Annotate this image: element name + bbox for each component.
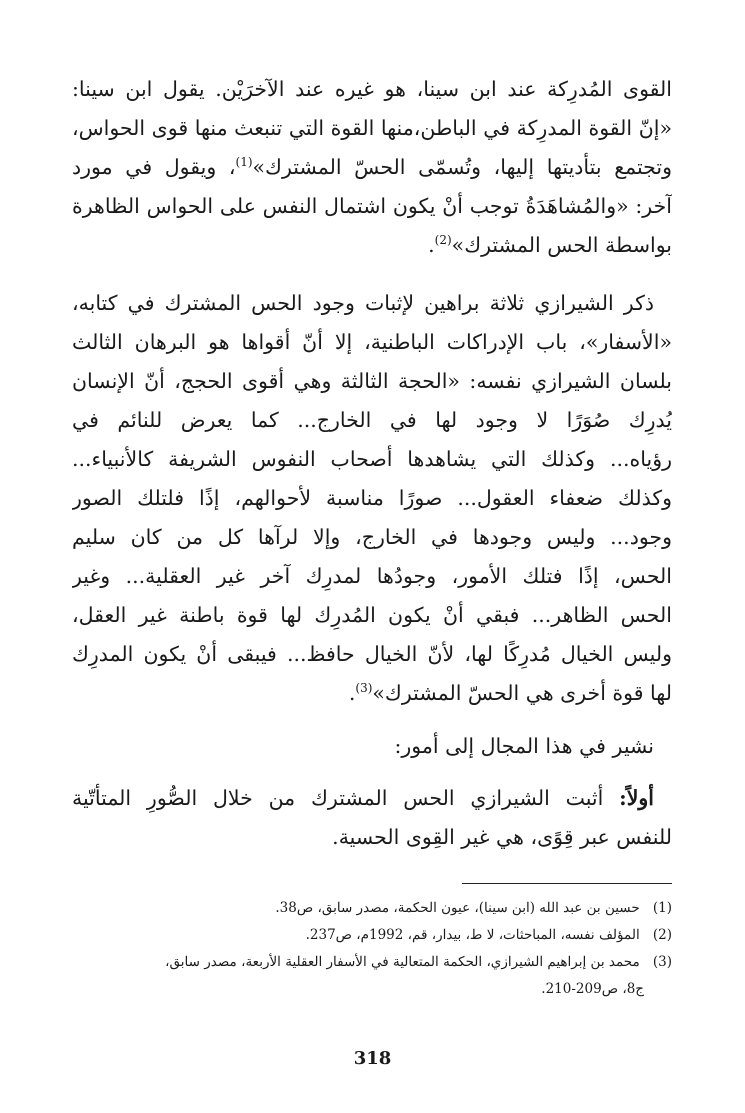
- paragraph-2-line-5: رؤياه... وكذلك التي يشاهدها أصحاب النفوس الشريفة كالأنبياء...: [72, 447, 672, 471]
- footnote-2-number: (2): [652, 927, 672, 943]
- paragraph-4-lead: أولاً:: [619, 786, 654, 810]
- footnotes: [72, 895, 672, 1003]
- paragraph-2: [72, 284, 672, 713]
- paragraph-3-line-1: نشير في هذا المجال إلى أمور:: [394, 734, 654, 758]
- paragraph-2-line-11-text: لها قوة أخرى هي الحسّ المشترك»: [372, 681, 672, 705]
- footnote-marker-2: (2): [434, 233, 452, 248]
- paragraph-1-line-3: [72, 148, 672, 187]
- paragraph-2-line-11-tail: .: [348, 681, 356, 705]
- footnote-3-continuation: ج8، ص209-210.: [541, 981, 644, 997]
- paragraph-1-line-5-text: بواسطة الحس المشترك»: [451, 233, 672, 257]
- paragraph-1-line-3-tail: ، ويقول في مورد: [72, 155, 236, 179]
- paragraph-1-line-3-text: وتجتمع بتأديتها إليها، وتُسمّى الحسّ المشترك»: [252, 155, 672, 179]
- page-number: 318: [353, 1048, 392, 1069]
- paragraph-1-line-2: «إنّ القوة المدرِكة في الباطن،منها القوة التي تنبعث منها قوى الحواس،: [72, 116, 672, 140]
- paragraph-3: [72, 727, 672, 766]
- paragraph-2-line-1: ذكر الشيرازي ثلاثة براهين لإثبات وجود الحس المشترك في كتابه،: [72, 291, 654, 315]
- paragraph-1-line-1: القوى المُدرِكة عند ابن سينا، هو غيره عند الآخرَيْن. يقول ابن سينا:: [72, 77, 672, 101]
- footnote-2-text: المؤلف نفسه، المباحثات، لا ط، بيدار، قم، 1992م، ص237.: [305, 927, 640, 943]
- paragraph-4-line-1: [72, 779, 672, 818]
- footnote-2: [72, 922, 672, 949]
- footnote-3-number: (3): [652, 954, 672, 970]
- footnote-1-text: حسين بن عبد الله (ابن سينا)، عيون الحكمة، مصدر سابق، ص38.: [275, 900, 640, 916]
- footnote-marker-1: (1): [235, 155, 253, 170]
- paragraph-1: [72, 70, 672, 265]
- paragraph-2-line-3: بلسان الشيرازي نفسه: «الحجة الثالثة وهي أقوى الحجج، أنّ الإنسان: [72, 369, 672, 393]
- paragraph-2-line-2: «الأسفار»، باب الإدراكات الباطنية، إلا أنّ أقواها هو البرهان الثالث: [72, 330, 672, 354]
- footnote-3: [72, 949, 672, 976]
- paragraph-2-line-11: [72, 674, 672, 713]
- paragraph-4: [72, 779, 672, 857]
- paragraph-2-line-7: وجود... وليس وجودها في الخارج، وإلا لرآها كل من كان سليم: [72, 525, 672, 549]
- paragraph-1-line-5: [72, 226, 672, 265]
- paragraph-2-line-8: الحس، إذًا فتلك الأمور، وجودُها لمدرِك آخر غير العقلية... وغير: [72, 564, 672, 588]
- paragraph-1-line-4: آخر: «والمُشاهَدَةُ توجب أنْ يكون اشتمال النفس على الحواس الظاهرة: [72, 194, 672, 218]
- footnote-1: [72, 895, 672, 922]
- paragraph-2-line-4: يُدرِك صُوَرًا لا وجود لها في الخارج... كما يعرض للنائم في: [72, 408, 672, 432]
- footnote-separator: [462, 883, 672, 884]
- paragraph-4-line-1-rest: أثبت الشيرازي الحس المشترك من خلال الصُّورِ المتأتّية: [72, 786, 620, 810]
- paragraph-4-line-2: للنفس عبر قِوًى، هي غير القِوى الحسية.: [332, 825, 672, 849]
- footnote-marker-3: (3): [355, 681, 373, 696]
- paragraph-2-line-9: الحس الظاهر... فبقي أنْ يكون المُدرِك لها قوة باطنة غير العقل،: [72, 603, 672, 627]
- footnote-3-text: محمد بن إبراهيم الشيرازي، الحكمة المتعالية في الأسفار العقلية الأربعة، مصدر سابق،: [165, 954, 640, 970]
- paragraph-1-line-5-tail: .: [428, 233, 435, 257]
- footnote-1-number: (1): [652, 900, 672, 916]
- paragraph-2-line-10: وليس الخيال مُدرِكًا لها، لأنّ الخيال حافظ... فيبقى أنْ يكون المدرِك: [72, 642, 672, 666]
- paragraph-2-line-6: وكذلك ضعفاء العقول... صورًا مناسبة لأحوالهم، إذًا فلتلك الصور: [72, 486, 672, 510]
